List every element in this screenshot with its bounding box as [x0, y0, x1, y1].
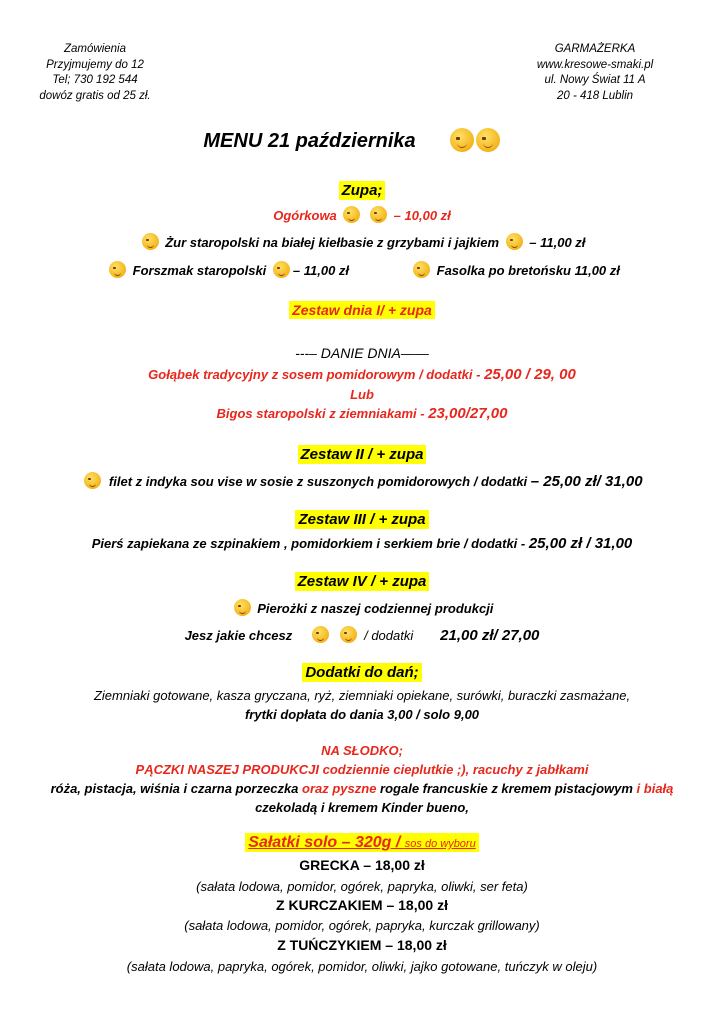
zestaw4-dish-row	[0, 599, 724, 616]
header-left-line: dowóz gratis od 25 zł.	[39, 89, 151, 102]
wink-emoji-icon	[312, 626, 329, 643]
wink-emoji-icon	[506, 233, 523, 250]
ogorkowa-price: – 10,00 zł	[393, 208, 451, 223]
zestaw3-price: 25,00 zł / 31,00	[528, 535, 633, 552]
header-address	[510, 42, 680, 104]
wink-emoji-icon	[84, 472, 101, 489]
slodko-line2d: i białą	[636, 781, 674, 796]
tunczyk-desc: (sałata lodowa, papryka, ogórek, pomidor, oliwki, jajko gotowane, tuńczyk w oleju)	[126, 959, 598, 974]
forszmak-price: – 11,00 zł	[292, 263, 350, 278]
dodatki-heading: Dodatki do dań;	[302, 663, 421, 682]
danie-dnia	[0, 345, 724, 361]
grecka-desc: (sałata lodowa, pomidor, ogórek, papryka, oliwki, ser feta)	[196, 879, 528, 894]
zupa-heading: Zupa;	[339, 181, 386, 200]
fasolka-row	[410, 261, 620, 278]
zestaw2-dish: filet z indyka sou vise w sosie z suszonych pomidorowych / dodatki	[108, 474, 531, 489]
slodko-line2a: róża, pistacja, wiśnia i czarna porzeczka	[50, 781, 303, 796]
zur-row	[0, 233, 724, 250]
wink-emoji-icon	[109, 261, 126, 278]
slodko-line2b: oraz pyszne	[302, 781, 377, 796]
slodko-line3: czekoladą i kremem Kinder bueno,	[255, 800, 469, 815]
section-zestaw3	[0, 511, 724, 528]
bigos-name: Bigos staropolski z ziemniakami -	[216, 406, 429, 421]
zestaw4-jesz: Jesz jakie chcesz	[184, 628, 293, 643]
danie-dnia-label: ---– DANIE DNIA——	[295, 345, 429, 361]
wink-emoji-icon	[370, 206, 387, 223]
slodko-line2c: rogale francuskie z kremem pistacjowym	[376, 781, 637, 796]
zestaw2-heading: Zestaw II / + zupa	[298, 445, 427, 464]
wink-emoji-icon	[340, 626, 357, 643]
zestaw2-price: – 25,00 zł/ 31,00	[530, 473, 643, 490]
tunczyk-title: Z TUŃCZYKIEM – 18,00 zł	[277, 937, 447, 953]
kurczak-title: Z KURCZAKIEM – 18,00 zł	[276, 897, 448, 913]
section-zestaw1	[0, 302, 724, 318]
header-left-line: Przyjmujemy do 12	[46, 58, 144, 71]
section-zupa	[0, 182, 724, 199]
section-zestaw4	[0, 573, 724, 590]
zestaw4-dish: Pierożki z naszej codziennej produkcji	[257, 601, 494, 616]
header-right-line: ul. Nowy Świat 11 A	[544, 74, 646, 86]
kurczak-desc: (sałata lodowa, pomidor, ogórek, papryka, kurczak grillowany)	[184, 918, 540, 933]
lub-row	[0, 387, 724, 402]
header-contact	[20, 42, 170, 104]
golabek-name: Gołąbek tradycyjny z sosem pomidorowym / dodatki -	[148, 367, 485, 382]
bigos-row	[0, 405, 724, 423]
wink-emoji-icon	[273, 261, 290, 278]
slodko-heading: NA SŁODKO;	[321, 743, 403, 758]
grecka-title: GRECKA – 18,00 zł	[299, 857, 425, 873]
golabek-price: 25,00 / 29, 00	[484, 366, 576, 383]
wink-emoji-icon	[142, 233, 159, 250]
wink-emoji-icon	[476, 128, 500, 152]
section-zestaw2	[0, 446, 724, 463]
header-right-line: www.kresowe-smaki.pl	[536, 58, 654, 71]
zestaw4-price: 21,00 zł/ 27,00	[440, 627, 540, 644]
section-dodatki	[0, 664, 724, 681]
zestaw1-heading: Zestaw dnia I/ + zupa	[289, 301, 435, 319]
dodatki-line2: frytki dopłata do dania 3,00 / solo 9,00	[244, 707, 480, 722]
forszmak-row	[106, 261, 349, 278]
ogorkowa-row	[0, 206, 724, 223]
wink-emoji-icon	[234, 599, 251, 616]
wink-emoji-icon	[450, 128, 474, 152]
zestaw4-price-row	[0, 626, 724, 645]
zestaw4-heading: Zestaw IV / + zupa	[295, 572, 430, 591]
fasolka-item: Fasolka po bretońsku 11,00 zł	[436, 263, 620, 278]
forszmak-name: Forszmak staropolski	[132, 263, 267, 278]
zestaw2-dish-row	[0, 472, 724, 491]
menu-title-row	[0, 128, 724, 153]
zestaw3-heading: Zestaw III / + zupa	[295, 510, 428, 529]
header-left-line: Zamówienia	[64, 43, 126, 55]
header-right-line: GARMAŻERKA	[554, 43, 636, 55]
menu-title: MENU 21 października	[203, 130, 416, 152]
section-salatki	[0, 834, 724, 852]
wink-emoji-icon	[413, 261, 430, 278]
slodko-line1: PĄCZKI NASZEJ PRODUKCJI codziennie cieplutkie ;), racuchy z jabłkami	[135, 762, 589, 777]
zestaw3-dish: Pierś zapiekana ze szpinakiem , pomidorkiem i serkiem brie / dodatki -	[91, 536, 529, 551]
dodatki-line1: Ziemniaki gotowane, kasza gryczana, ryż, ziemniaki opiekane, surówki, buraczki zasmażane,	[93, 688, 631, 703]
lub-label: Lub	[350, 387, 374, 402]
golabek-row	[0, 366, 724, 384]
ogorkowa-name: Ogórkowa	[273, 208, 337, 223]
wink-emoji-icon	[343, 206, 360, 223]
salatki-heading-main: Sałatki solo – 320g /	[248, 834, 405, 851]
slodko-line2	[0, 781, 724, 796]
bigos-price: 23,00/27,00	[428, 405, 508, 422]
zestaw3-dish-row	[0, 535, 724, 553]
salatki-heading-small: sos do wyboru	[404, 838, 476, 850]
zur-name: Żur staropolski na białej kiełbasie z grzybami i jajkiem	[165, 235, 500, 250]
header-right-line: 20 - 418 Lublin	[556, 89, 634, 102]
salatki-heading	[245, 833, 478, 852]
zur-price: – 11,00 zł	[529, 235, 586, 250]
zestaw4-dodatki: / dodatki	[364, 628, 414, 643]
header-left-line: Tel; 730 192 544	[52, 74, 138, 86]
